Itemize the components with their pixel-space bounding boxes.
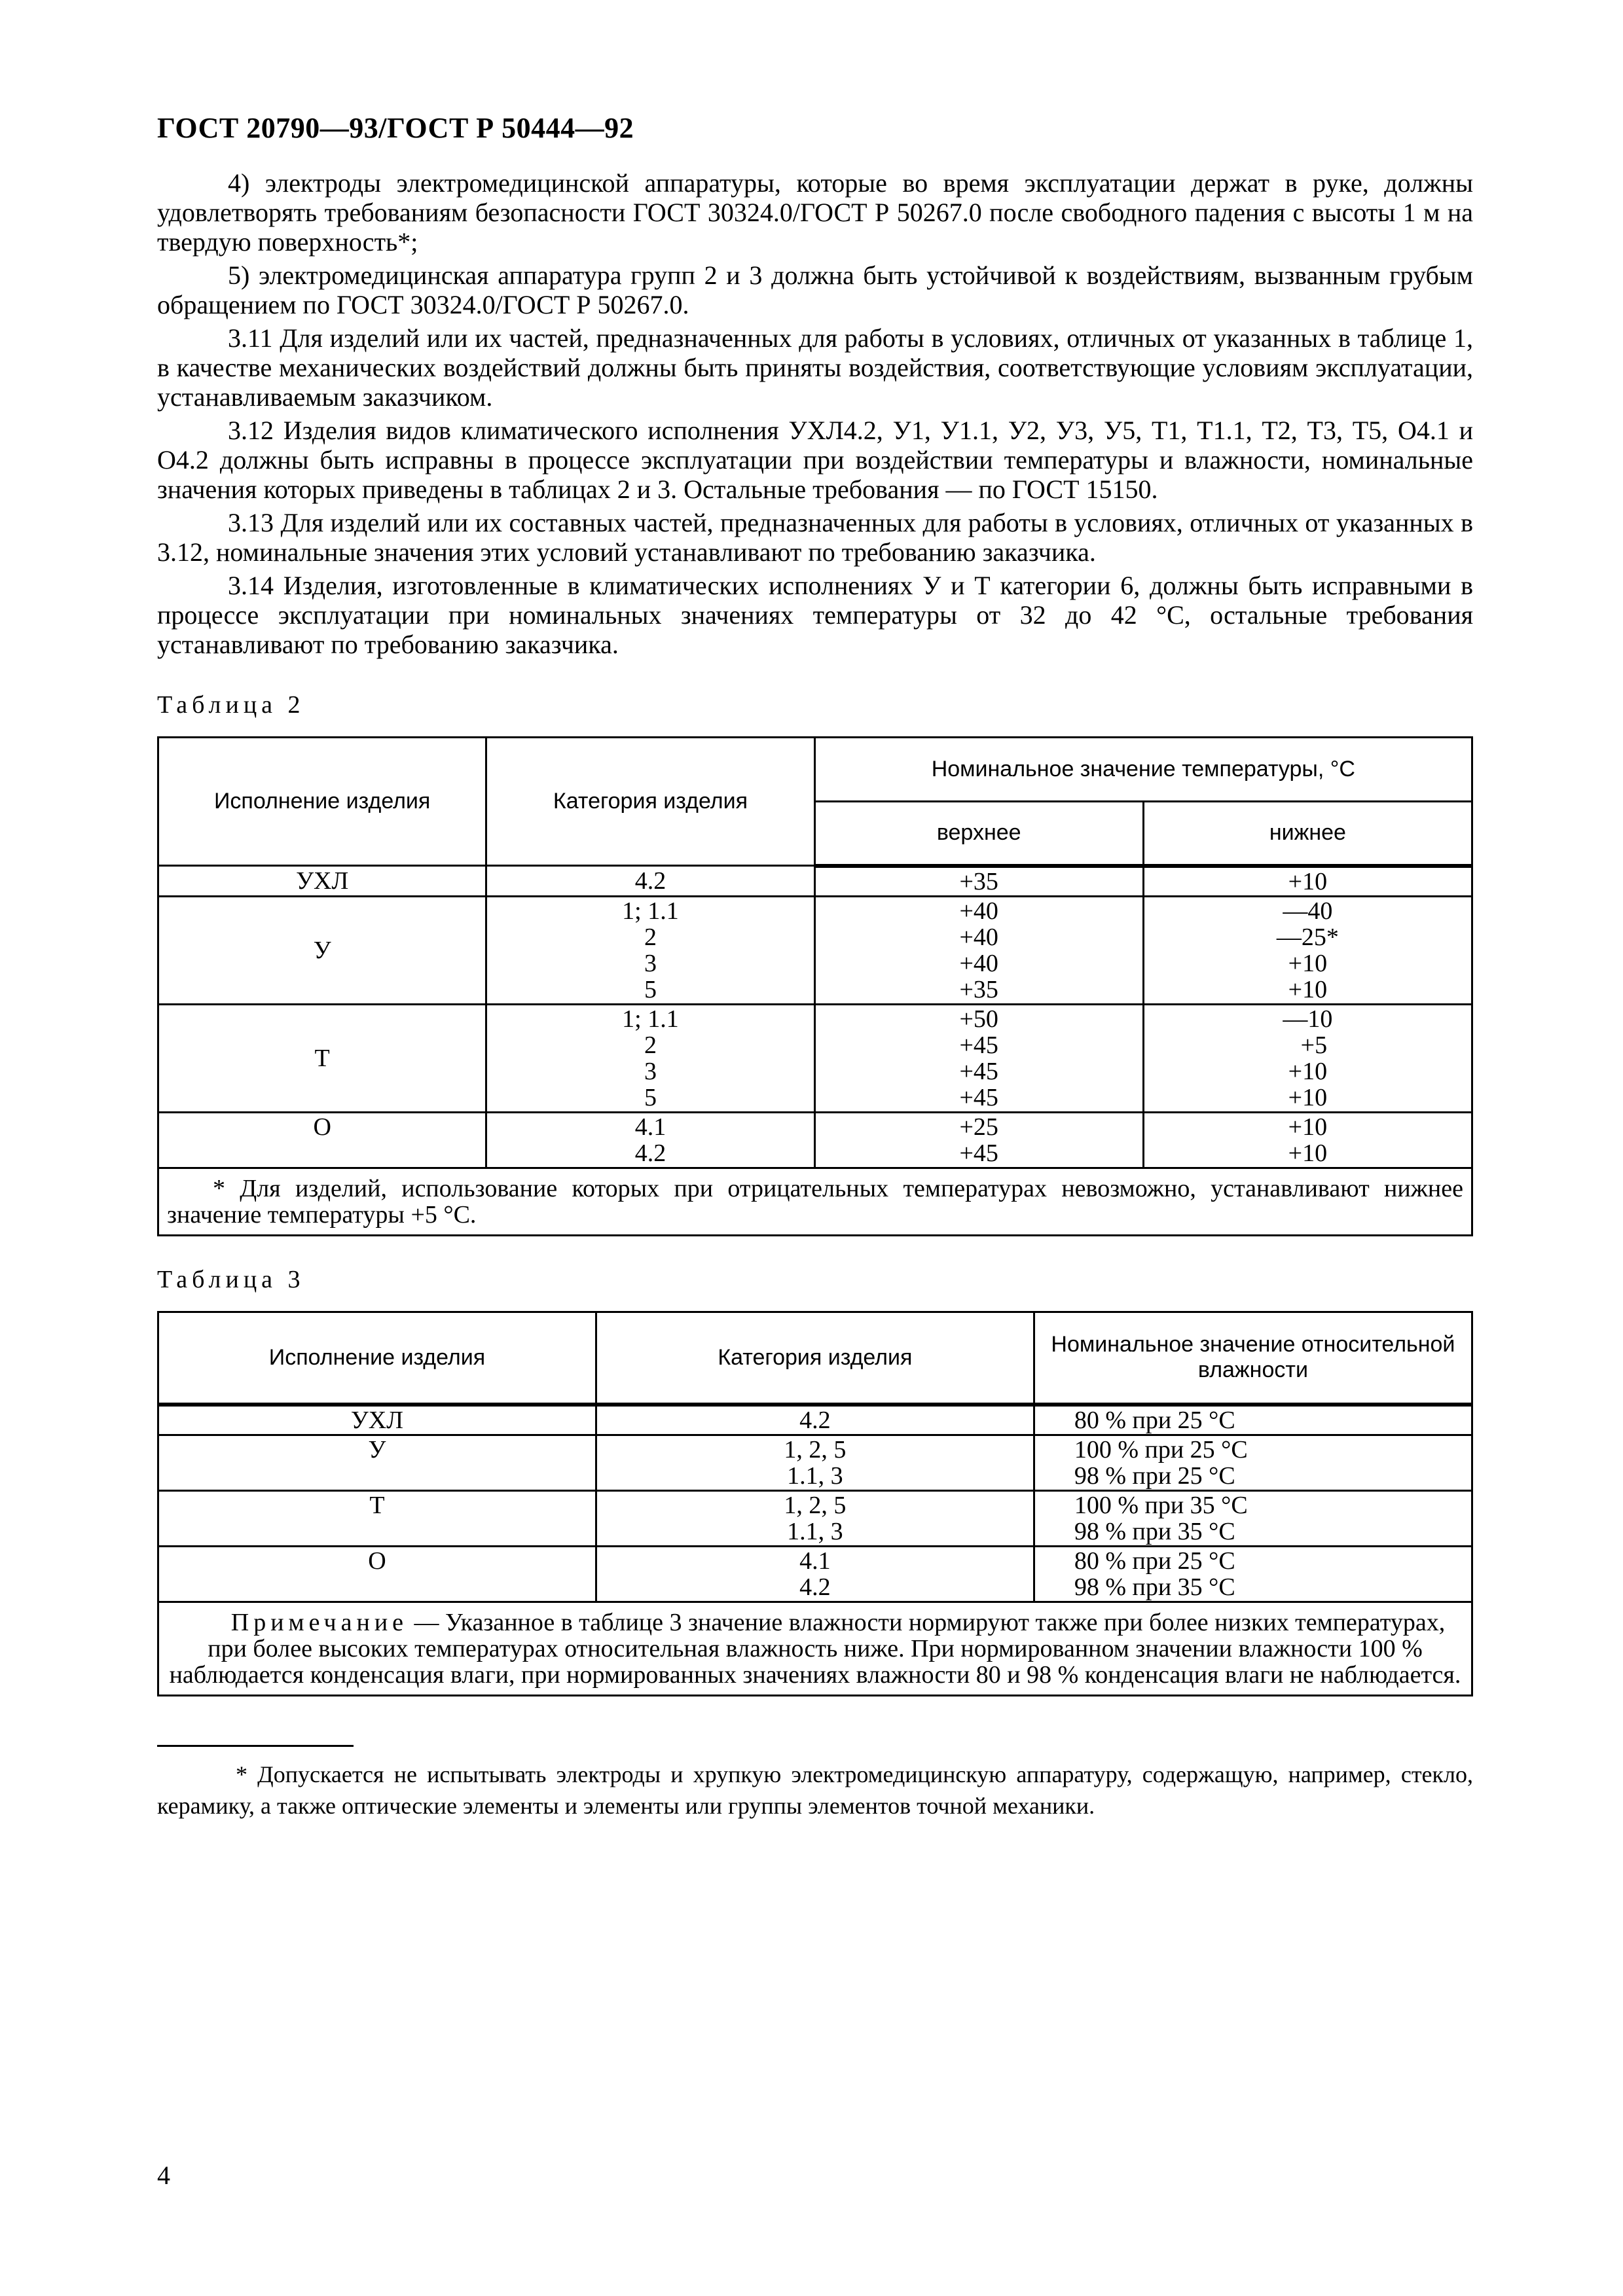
t2-cell-execution: О — [158, 1112, 486, 1168]
t3-cell-humidity: 100 % при 35 °С 98 % при 35 °С — [1034, 1491, 1472, 1547]
t2-header-lower: нижнее — [1143, 802, 1472, 866]
t2-cell-category: 4.2 — [486, 866, 814, 897]
t2-cell-lower: —40 —25* +10 +10 — [1143, 896, 1472, 1004]
paragraph-3-13: 3.13 Для изделий или их составных частей, предназначенных для работы в условиях, отличных от указанных в 3.12, номинальные значения этих условий устанавливают по требованию заказчика. — [157, 508, 1473, 567]
t2-cell-upper: +25 +45 — [814, 1112, 1143, 1168]
t2-cell-category: 1; 1.1 2 3 5 — [486, 896, 814, 1004]
table-row — [158, 1491, 1472, 1547]
paragraph-item-5: 5) электромедицинская аппаратура групп 2 и 3 должна быть устойчивой к воздействиям, вызванным грубым обращением по ГОСТ 30324.0/ГОСТ Р 50267.0. — [157, 260, 1473, 319]
paragraph-item-4: 4) электроды электромедицинской аппаратуры, которые во время эксплуатации держат в руке, должны удовлетворять требованиям безопасности ГОСТ 30324.0/ГОСТ Р 50267.0 после свободного падения с высоты 1 м на твердую поверхность*; — [157, 168, 1473, 257]
t2-footnote: * Для изделий, использование которых при отрицательных температурах невозможно, устанавливают нижнее значение температуры +5 °С. — [158, 1168, 1472, 1235]
t2-cell-category: 4.1 4.2 — [486, 1112, 814, 1168]
paragraph-3-12: 3.12 Изделия видов климатического исполнения УХЛ4.2, У1, У1.1, У2, У3, У5, Т1, Т1.1, Т2, Т3, Т5, О4.1 и О4.2 должны быть исправны в процессе эксплуатации при воздействии температуры и влажности, номинальные значения которых приведены в таблицах 2 и 3. Остальные требования — по ГОСТ 15150. — [157, 416, 1473, 504]
table-3 — [157, 1311, 1473, 1697]
paragraph-3-11: 3.11 Для изделий или их частей, предназначенных для работы в условиях, отличных от указанных в таблице 1, в качестве механических воздействий должны быть приняты воздействия, соответствующие условиям эксплуатации, устанавливаемым заказчиком. — [157, 323, 1473, 412]
t2-cell-lower: —10 +5 +10 +10 — [1143, 1004, 1472, 1112]
t3-cell-execution: У — [158, 1435, 596, 1491]
t2-header-temperature: Номинальное значение температуры, °С — [814, 738, 1472, 802]
t3-cell-category: 1, 2, 5 1.1, 3 — [596, 1435, 1034, 1491]
t3-header-category: Категория изделия — [596, 1312, 1034, 1405]
t3-cell-humidity: 100 % при 25 °С 98 % при 25 °С — [1034, 1435, 1472, 1491]
table3-caption: Таблица 3 — [157, 1265, 305, 1293]
t2-header-execution: Исполнение изделия — [158, 738, 486, 866]
table-row — [158, 1435, 1472, 1491]
t3-note-label: Примечание — [230, 1609, 409, 1636]
table-row — [158, 896, 1472, 1004]
t3-header-humidity: Номинальное значение относительной влажности — [1034, 1312, 1472, 1405]
page-footnote: * Допускается не испытывать электроды и хрупкую электромедицинскую аппаратуру, содержащую, например, стекло, керамику, а также оптические элементы и элементы или группы элементов точной механики. — [157, 1761, 1473, 1819]
t2-cell-lower: +10 — [1143, 866, 1472, 897]
table-row — [158, 1004, 1472, 1112]
t3-cell-execution: О — [158, 1547, 596, 1602]
t3-cell-category: 1, 2, 5 1.1, 3 — [596, 1491, 1034, 1547]
t3-note-text: — Указанное в таблице 3 значение влажности нормируют также при более низких температурах, при более высоких температурах относительная влажность ниже. При нормированном значении влажности 100 % наблюдается конденсация влаги, при нормированных значениях влажности 80 и 98 % конденсация влаги не наблюдается. — [169, 1609, 1461, 1689]
footnote-divider — [157, 1745, 354, 1747]
page-number: 4 — [157, 2161, 170, 2190]
t2-cell-execution: У — [158, 896, 486, 1004]
table-row — [158, 1405, 1472, 1435]
t2-cell-execution: УХЛ — [158, 866, 486, 897]
t3-cell-category: 4.2 — [596, 1405, 1034, 1435]
t3-cell-execution: УХЛ — [158, 1405, 596, 1435]
t3-cell-humidity: 80 % при 25 °С — [1034, 1405, 1472, 1435]
t2-cell-upper: +40 +40 +40 +35 — [814, 896, 1143, 1004]
t2-header-upper: верхнее — [814, 802, 1143, 866]
t3-cell-humidity: 80 % при 25 °С 98 % при 35 °С — [1034, 1547, 1472, 1602]
document-header: ГОСТ 20790—93/ГОСТ Р 50444—92 — [157, 112, 634, 144]
t3-header-execution: Исполнение изделия — [158, 1312, 596, 1405]
document-page — [157, 111, 1473, 1821]
table2-caption: Таблица 2 — [157, 691, 305, 719]
t3-cell-execution: Т — [158, 1491, 596, 1547]
t2-cell-upper: +35 — [814, 866, 1143, 897]
t2-header-category: Категория изделия — [486, 738, 814, 866]
t2-cell-lower: +10 +10 — [1143, 1112, 1472, 1168]
table-row — [158, 866, 1472, 897]
table-row — [158, 1547, 1472, 1602]
table-row — [158, 1112, 1472, 1168]
paragraph-3-14: 3.14 Изделия, изготовленные в климатических исполнениях У и Т категории 6, должны быть исправными в процессе эксплуатации при номинальных значениях температуры от 32 до 42 °С, остальные требования устанавливают по требованию заказчика. — [157, 571, 1473, 659]
table-2 — [157, 736, 1473, 1236]
t2-cell-upper: +50 +45 +45 +45 — [814, 1004, 1143, 1112]
t2-cell-category: 1; 1.1 2 3 5 — [486, 1004, 814, 1112]
t3-cell-category: 4.1 4.2 — [596, 1547, 1034, 1602]
t2-cell-execution: Т — [158, 1004, 486, 1112]
t3-note — [158, 1602, 1472, 1696]
